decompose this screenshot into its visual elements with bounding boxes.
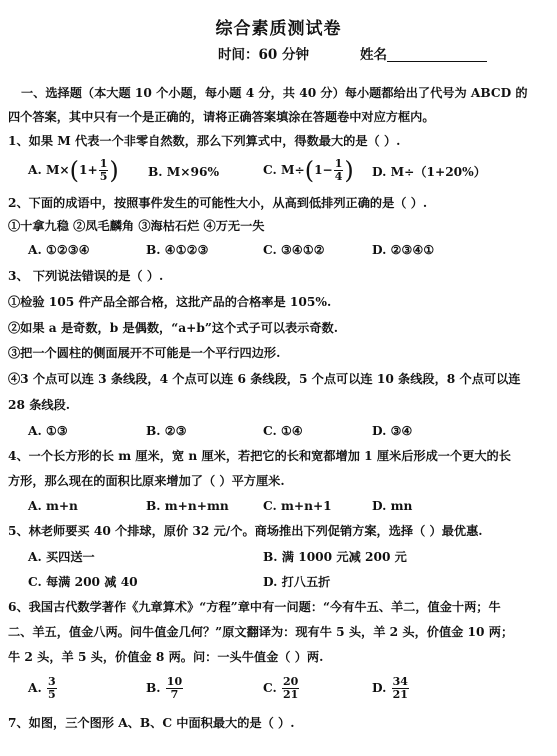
q3-statement-3: ③把一个圆柱的侧面展开不可能是一个平行四边形. [8, 346, 281, 360]
section-instructions-line2: 四个答案，其中只有一个是正确的，请将正确答案填涂在答题卷中对应方框内。 [8, 110, 435, 124]
q2-option-b[interactable]: B. ④①②③ [146, 243, 209, 257]
name-field[interactable] [360, 46, 487, 64]
q6-stem-line3: 牛 2 头，羊 5 头，价值金 8 两。问：一头牛值金（ ）两. [8, 650, 324, 664]
q4-stem-line2: 方形，那么现在的面积比原来增加了（ ）平方厘米. [8, 474, 285, 488]
q6-b-fraction: $\frac{10}{7}$ [166, 675, 183, 701]
time-label: 时间：60 分钟 [218, 47, 309, 63]
q4-option-c[interactable]: C. m+n+1 [263, 499, 332, 513]
q4-option-b[interactable]: B. m+n+mn [146, 499, 229, 513]
name-label: 姓名 [360, 47, 387, 63]
q3-statement-4-line1: ④3 个点可以连 3 条线段，4 个点可以连 6 条线段，5 个点可以连 10 条线段，8 个点可以连 [8, 372, 521, 386]
q6-stem-line2: 二、羊五，值金八两。问牛值金几何？”原文翻译为：现有牛 5 头，羊 2 头，价值金 10 两； [8, 625, 514, 639]
q5-option-a[interactable]: A. 买四送一 [28, 550, 95, 564]
q3-stem: 3、 下列说法错误的是（ ）. [8, 269, 164, 283]
q1-option-d[interactable]: D. M÷（1+20%） [372, 165, 486, 179]
q1-option-a[interactable]: A. M×(1+ $\frac{1}{5}$ ) [28, 156, 119, 185]
q5-option-c[interactable]: C. 每满 200 减 40 [28, 575, 138, 589]
q1-c-prefix: C. M÷ [263, 163, 305, 177]
q6-option-b[interactable] [146, 676, 184, 701]
q6-d-label: D. [372, 681, 387, 695]
q6-d-fraction: $\frac{34}{21}$ [392, 675, 408, 701]
q3-option-a[interactable]: A. ①③ [28, 424, 68, 438]
q6-stem-line1: 6、我国古代数学著作《九章算术》“方程”章中有一问题：“今有牛五、羊二，值金十两；牛 [8, 600, 501, 614]
q5-option-b[interactable]: B. 满 1000 元减 200 元 [263, 550, 407, 564]
q1-c-fraction: $\frac{1}{4}$ [334, 157, 343, 183]
q2-stem: 2、下面的成语中，按照事件发生的可能性大小，从高到低排列正确的是（ ）. [8, 196, 428, 210]
exam-title: 综合素质测试卷 [215, 19, 342, 39]
q3-option-b[interactable]: B. ②③ [146, 424, 187, 438]
q6-a-fraction: $\frac{3}{5}$ [47, 675, 56, 701]
q3-statement-1: ①检验 105 件产品全部合格，这批产品的合格率是 105%. [8, 295, 332, 309]
q1-stem: 1、如果 M 代表一个非零自然数，那么下列算式中，得数最大的是（ ）. [8, 134, 401, 148]
q2-option-d[interactable]: D. ②③④① [372, 243, 435, 257]
q2-option-a[interactable]: A. ①②③④ [28, 243, 90, 257]
q7-stem: 7、如图，三个图形 A、B、C 中面积最大的是（ ）. [8, 716, 295, 730]
q6-c-label: C. [263, 681, 277, 695]
q1-a-fraction: $\frac{1}{5}$ [99, 157, 108, 183]
q1-a-whole: 1+ [79, 163, 98, 177]
q4-option-d[interactable]: D. mn [372, 499, 413, 513]
q5-stem: 5、林老师要买 40 个排球，原价 32 元/个。商场推出下列促销方案，选择（ ）最优惠. [8, 524, 483, 538]
q6-b-label: B. [146, 681, 161, 695]
q4-stem-line1: 4、一个长方形的长 m 厘米，宽 n 厘米，若把它的长和宽都增加 1 厘米后形成一个更大的长 [8, 449, 511, 463]
q1-option-b[interactable]: B. M×96% [148, 165, 220, 179]
q1-a-prefix: A. M× [28, 163, 70, 177]
q2-items: ①十拿九稳 ②凤毛麟角 ③海枯石烂 ④万无一失 [8, 219, 265, 233]
q6-option-d[interactable] [372, 676, 410, 701]
q3-statement-2: ②如果 a 是奇数，b 是偶数，“a+b”这个式子可以表示奇数. [8, 321, 338, 335]
q3-option-d[interactable]: D. ③④ [372, 424, 413, 438]
name-blank[interactable] [387, 47, 487, 62]
q6-option-a[interactable] [28, 676, 58, 701]
q5-option-d[interactable]: D. 打八五折 [263, 575, 331, 589]
q1-c-whole: 1− [314, 163, 333, 177]
q6-a-label: A. [28, 681, 42, 695]
section-instructions-line1: 一、选择题（本大题 10 个小题，每小题 4 分，共 40 分）每小题都给出了代号为 ABCD 的 [21, 86, 528, 100]
q1-option-c[interactable]: C. M÷(1− $\frac{1}{4}$ ) [263, 156, 354, 185]
q3-option-c[interactable]: C. ①④ [263, 424, 303, 438]
q2-option-c[interactable]: C. ③④①② [263, 243, 325, 257]
q6-option-c[interactable] [263, 676, 300, 701]
q3-statement-4-line2: 28 条线段. [8, 398, 71, 412]
q6-c-fraction: $\frac{20}{21}$ [282, 675, 299, 701]
q4-option-a[interactable]: A. m+n [28, 499, 78, 513]
